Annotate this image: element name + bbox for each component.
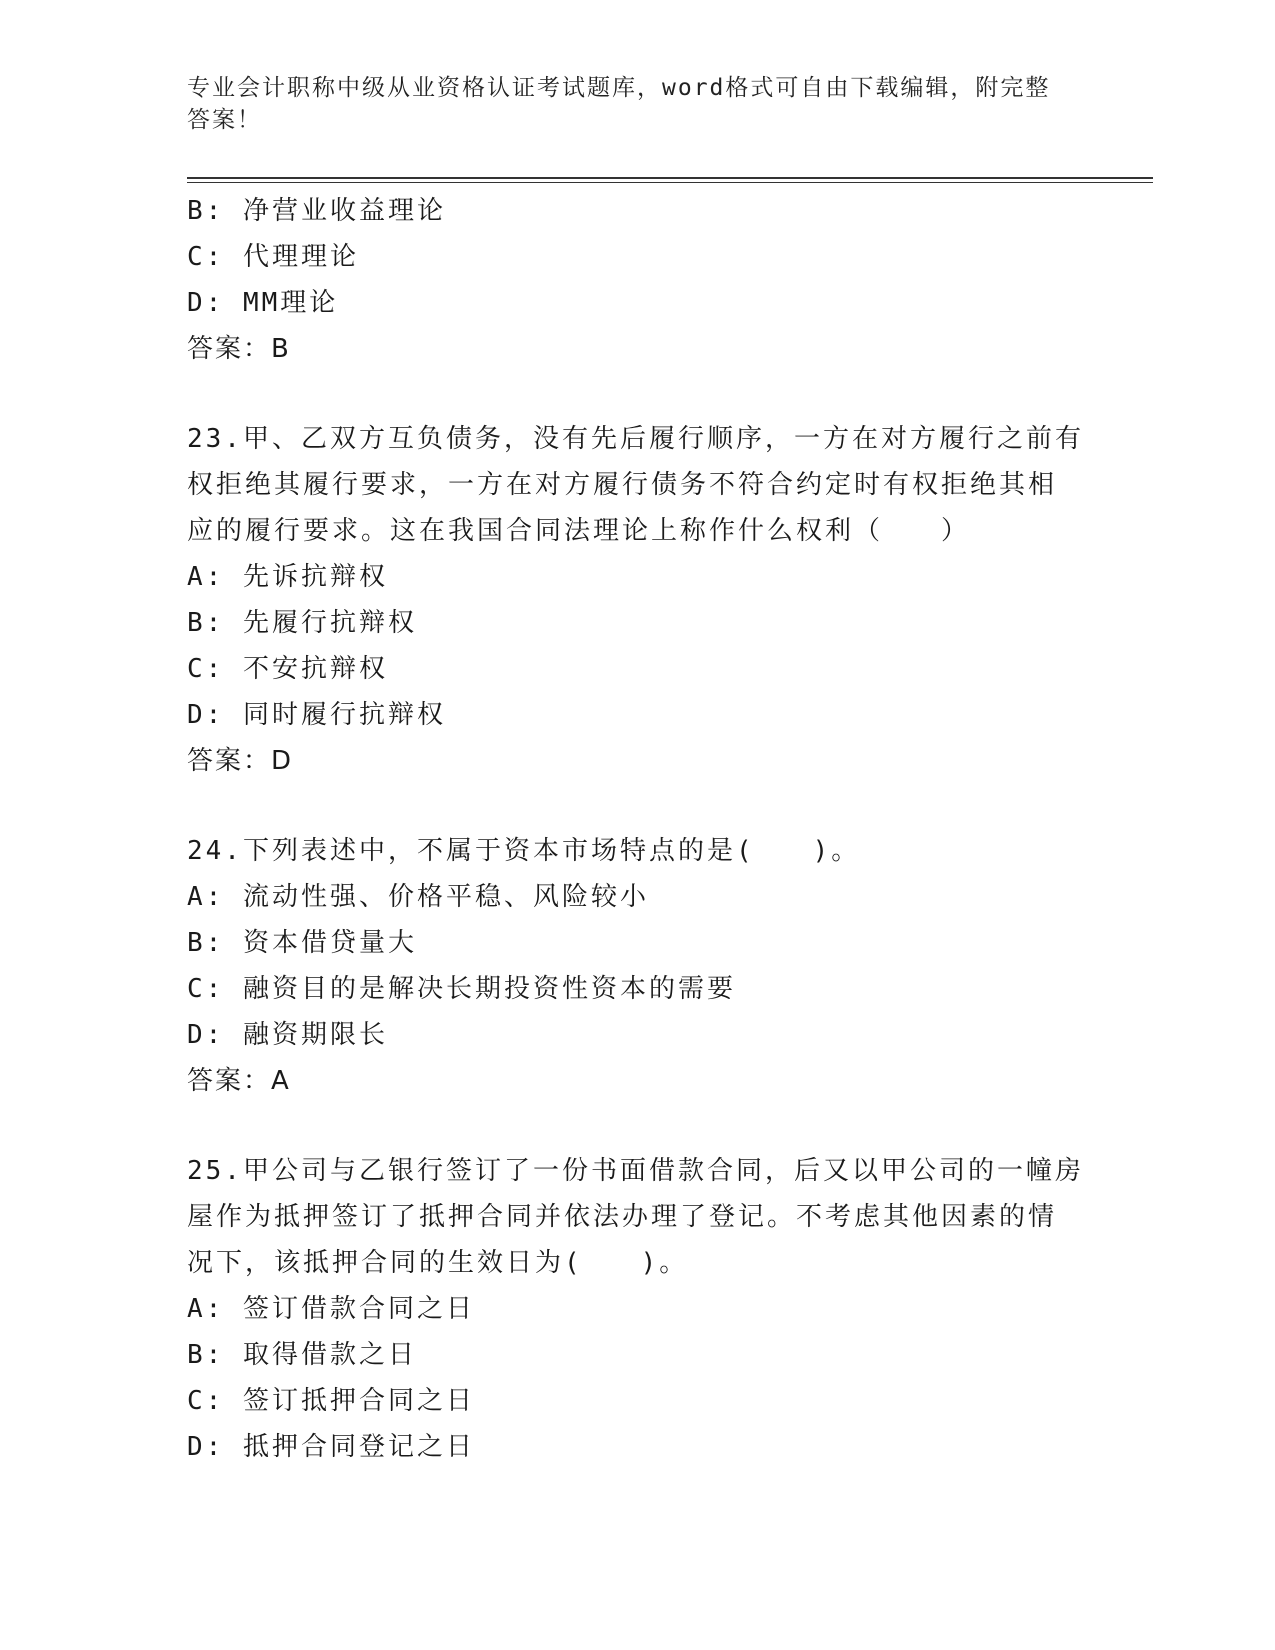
q22-option-d: D: MM理论 xyxy=(187,288,339,318)
q24-option-b: B: 资本借贷量大 xyxy=(187,928,417,958)
spacer xyxy=(187,784,1087,828)
q25-stem-line-2: 屋作为抵押签订了抵押合同并依法办理了登记。不考虑其他因素的情 xyxy=(187,1202,1058,1232)
header-rule-thin xyxy=(187,182,1153,183)
q23-option-a: A: 先诉抗辩权 xyxy=(187,562,388,592)
q23-answer: 答案：D xyxy=(187,746,294,776)
q22-answer: 答案：B xyxy=(187,334,291,364)
q23-option-d: D: 同时履行抗辩权 xyxy=(187,700,446,730)
q23-stem-line-1: 23.甲、乙双方互负债务，没有先后履行顺序，一方在对方履行之前有 xyxy=(187,424,1084,454)
q25-option-d: D: 抵押合同登记之日 xyxy=(187,1432,475,1462)
q25-option-a: A: 签订借款合同之日 xyxy=(187,1294,475,1324)
header-note: 专业会计职称中级从业资格认证考试题库，word格式可自由下载编辑，附完整答案！ xyxy=(187,75,1051,133)
q24-answer: 答案：A xyxy=(187,1066,291,1096)
q24-stem-line-1: 24.下列表述中，不属于资本市场特点的是( )。 xyxy=(187,836,861,866)
header-rule-thick xyxy=(187,177,1153,179)
q25-option-b: B: 取得借款之日 xyxy=(187,1340,417,1370)
q22-option-b: B: 净营业收益理论 xyxy=(187,196,446,226)
q22-option-c: C: 代理理论 xyxy=(187,242,359,272)
question-content xyxy=(187,188,1087,1470)
q25-stem-line-1: 25.甲公司与乙银行签订了一份书面借款合同，后又以甲公司的一幢房 xyxy=(187,1156,1084,1186)
q23-option-b: B: 先履行抗辩权 xyxy=(187,608,417,638)
q24-option-c: C: 融资目的是解决长期投资性资本的需要 xyxy=(187,974,736,1004)
q25-option-c: C: 签订抵押合同之日 xyxy=(187,1386,475,1416)
q23-option-c: C: 不安抗辩权 xyxy=(187,654,388,684)
q24-option-a: A: 流动性强、价格平稳、风险较小 xyxy=(187,882,649,912)
q25-stem-line-3: 况下，该抵押合同的生效日为( )。 xyxy=(187,1248,689,1278)
q24-option-d: D: 融资期限长 xyxy=(187,1020,388,1050)
q23-stem-line-2: 权拒绝其履行要求，一方在对方履行债务不符合约定时有权拒绝其相 xyxy=(187,470,1058,500)
spacer xyxy=(187,1104,1087,1148)
q23-stem-line-3: 应的履行要求。这在我国合同法理论上称作什么权利（ ） xyxy=(187,516,971,546)
spacer xyxy=(187,372,1087,416)
